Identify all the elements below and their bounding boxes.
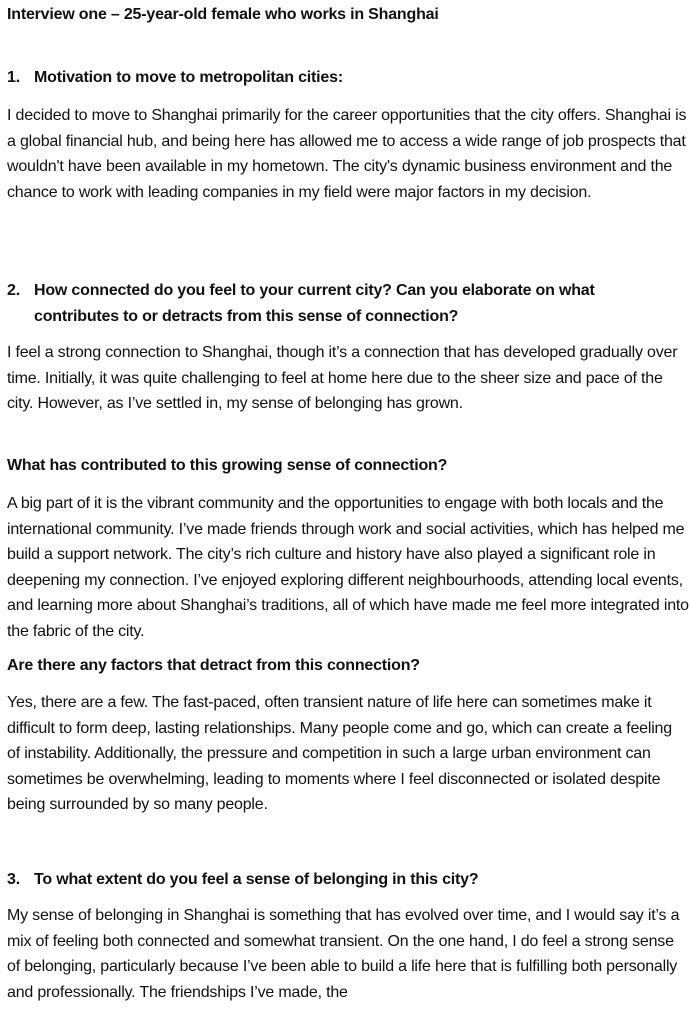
question-2-answer: I feel a strong connection to Shanghai, though it’s a connection that has developed gradually over time. Initially, it was quite challenging to feel at home here due to the sheer size and pace of the city. However, as I’ve settled in, my sense of belonging has grown. — [7, 344, 678, 412]
question-2-number: 2. — [7, 282, 20, 299]
question-3-heading — [7, 867, 667, 893]
question-1-heading — [7, 65, 667, 91]
question-2-subheading-detracts: Are there any factors that detract from this connection? — [7, 657, 420, 674]
question-2-subanswer-contributes: A big part of it is the vibrant community and the opportunities to engage with both locals and the international community. I’ve made friends through work and social activities, which has helped me build a support network. The city’s rich culture and history have also played a significant role in deepening my connection. I’ve enjoyed exploring different neighbourhoods, attending local events, and learning more about Shanghai’s traditions, all of which have made me feel more integrated into the fabric of the city. — [7, 495, 689, 640]
question-3-number: 3. — [7, 871, 20, 888]
question-1-text: Motivation to move to metropolitan cities: — [34, 69, 343, 86]
question-2-text: How connected do you feel to your current city? Can you elaborate on what contributes to or detracts from this sense of connection? — [34, 282, 595, 325]
question-1-answer: I decided to move to Shanghai primarily for the career opportunities that the city offers. Shanghai is a global financial hub, and being here has allowed me to access a wide range of job prospects that wouldn't have been available in my hometown. The city's dynamic business environment and the chance to work with leading companies in my field were major factors in my decision. — [7, 107, 687, 201]
question-3-answer: My sense of belonging in Shanghai is something that has evolved over time, and I would say it’s a mix of feeling both connected and somewhat transient. On the one hand, I do feel a strong sense of belonging, particularly because I’ve been able to build a life here that is fulfilling both personally and professionally. The friendships I’ve made, the — [7, 907, 680, 1001]
question-2-heading — [7, 278, 667, 329]
question-1-number: 1. — [7, 69, 20, 86]
question-2-subheading-contributes: What has contributed to this growing sense of connection? — [7, 457, 448, 474]
question-3-text: To what extent do you feel a sense of belonging in this city? — [34, 871, 479, 888]
document-title: Interview one – 25-year-old female who works in Shanghai — [7, 6, 439, 23]
question-2-subanswer-detracts: Yes, there are a few. The fast-paced, often transient nature of life here can sometimes make it difficult to form deep, lasting relationships. Many people come and go, which can create a feeling of instability. Additionally, the pressure and competition in such a large urban environment can sometimes be overwhelming, leading to moments where I feel disconnected or isolated despite being surrounded by so many people. — [7, 694, 672, 813]
